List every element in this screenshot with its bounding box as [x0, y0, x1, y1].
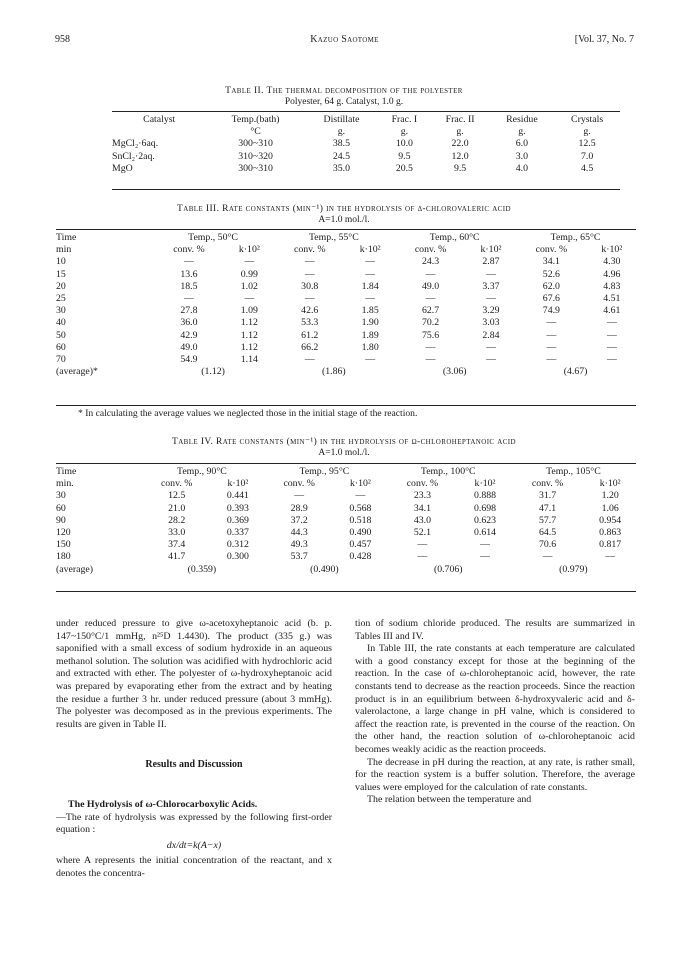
table-cell: 28.2 [168, 514, 186, 526]
table-cell: — [304, 293, 315, 305]
table-cell: 21.0 [168, 502, 186, 514]
table-cell: 3.29 [482, 305, 500, 317]
paragraph: The decrease in pH during the reaction, at any rate, is rather small, for the reaction system is a buffer solution. Therefore, the average values were employed for the calculation of rate constants. [355, 756, 635, 793]
table-cell: k·10² [238, 244, 260, 256]
table-cell: — [304, 268, 315, 280]
table-cell: 4.83 [603, 280, 621, 292]
table-cell: 0.518 [349, 514, 372, 526]
table-row [56, 503, 636, 515]
table-cell: °C [250, 126, 261, 138]
table-cell: 25 [56, 293, 66, 305]
table-cell: 74.9 [542, 305, 560, 317]
table-cell: 12.5 [168, 490, 186, 502]
table-cell: 24.5 [332, 150, 351, 162]
table-cell: 41.7 [168, 551, 186, 563]
table-cell: (1.12) [201, 366, 225, 378]
table-cell: 4.61 [603, 305, 621, 317]
table-cell: 13.6 [180, 268, 198, 280]
table-cell: 61.2 [301, 329, 319, 341]
table-cell: 20 [56, 280, 66, 292]
table-cell: — [294, 490, 305, 502]
table-cell: (0.706) [433, 563, 463, 575]
table3-footnote: * In calculating the average values we neglected those in the initial stage of the reaction. [78, 408, 418, 419]
table-cell: (average) [56, 563, 93, 575]
table-cell: k·10² [349, 478, 371, 490]
table-cell: 37.4 [168, 539, 186, 551]
table-cell: 0.312 [226, 539, 249, 551]
table-cell: 3.0 [515, 150, 529, 162]
paragraph: In Table III, the rate constants at each temperature are calculated with a good constancy except for those at the beginning of the reaction. In the case of ω-chloroheptanoic acid, however, the rate constants tend to decrease as the reaction proceeds. Since the reaction product is in an equilibrium between δ-hydroxyvaleric acid and δ-valerolactone, a large change in pH valne, which is considered to affect the reaction rate, is prevented in the course of the reaction. On the other hand, the reaction solution of ω-chloroheptanoic acid becomes weakly acidic as the reaction proceeds. [355, 643, 635, 755]
table-cell: Time [56, 466, 77, 477]
table-cell: 1.80 [361, 341, 379, 353]
table-header-row [56, 466, 636, 478]
table-cell: min [56, 244, 72, 256]
paragraph: The relation between the temperature and [367, 794, 532, 806]
paragraph: —The rate of hydrolysis was expressed by the following first-order equation : [56, 811, 332, 836]
table-cell: 310~320 [238, 150, 273, 162]
table-cell: conv. % [173, 244, 205, 256]
table-cell: (4.67) [563, 366, 588, 378]
table-cell: conv. % [406, 478, 439, 490]
table-cell: 70 [56, 354, 66, 366]
table-cell: g. [456, 126, 464, 138]
table-row [56, 490, 636, 502]
table-cell: 50 [56, 329, 66, 341]
table-cell: 9.5 [398, 150, 411, 162]
table-cell: Residue [506, 114, 538, 125]
table-cell: 150 [56, 539, 71, 551]
table-cell: 49.3 [290, 539, 308, 551]
table-cell: — [546, 317, 557, 329]
table-cell: 31.7 [539, 490, 557, 502]
table-cell: 0.490 [349, 527, 372, 539]
table-cell: — [365, 268, 376, 280]
table-cell: — [546, 329, 557, 341]
table-cell: 1.20 [601, 490, 619, 502]
table-header-row [56, 478, 636, 490]
table4-bottom-rule [56, 591, 636, 592]
table-row [56, 515, 636, 527]
table-cell: 62.7 [421, 305, 440, 317]
table-cell: 34.1 [413, 502, 432, 514]
table-cell: — [304, 354, 315, 366]
table-row [56, 330, 636, 342]
table-cell: 1.06 [601, 502, 619, 514]
table-cell: 42.9 [180, 329, 198, 341]
table-cell: 57.7 [539, 514, 557, 526]
table-cell: g. [518, 126, 526, 138]
table2-caption: Table II. The thermal decomposition of the polyester Polyester, 64 g. Catalyst, 1.0 g. [225, 86, 463, 107]
table-cell: Time [56, 232, 77, 243]
table-cell: 12.5 [578, 138, 596, 150]
table-cell: 90 [56, 514, 66, 526]
paragraph: under reduced pressure to give ω-acetoxyheptanoic acid (b. p. 147~150°C/1 mmHg, n²⁵D 1.4430). The product (335 g.) was saponified with a small excess of sodium hydroxide in an aqueous methanol solution. The solution was acidified with hydrochloric acid and extracted with ether. The polyester of ω-hydroxyheptanoic acid was prepared by evaporating ether from the extract and by heating the residue a further 3 hr. under reduced pressure (about 3 mmHg). The polyester was decomposed as in the previous experiments. The results are given in Table II. [56, 618, 332, 730]
table-cell: 64.5 [539, 527, 557, 539]
table-cell: 44.3 [290, 527, 308, 539]
table3-top-rule [56, 229, 636, 230]
table-cell: 47.1 [539, 502, 557, 514]
table-cell: 3.37 [482, 280, 500, 292]
table-cell: 0.614 [473, 527, 497, 539]
right-column [355, 618, 635, 807]
subsection-heading: The Hydrolysis of ω-Chlorocarboxylic Acids. [68, 798, 258, 810]
table-cell: Temp., 95°C [299, 466, 350, 477]
table-cell: — [606, 317, 617, 329]
table-cell: g. [583, 126, 591, 138]
page-number: 958 [55, 34, 70, 45]
table-cell: conv. % [414, 244, 447, 256]
table-row [56, 527, 636, 539]
table-cell: conv. % [294, 244, 326, 256]
table4-top-rule [56, 463, 636, 464]
table-cell: — [542, 551, 553, 563]
table-row [112, 151, 620, 163]
table-cell: 300~310 [238, 138, 273, 150]
table-cell: 1.85 [361, 305, 379, 317]
table-cell: 0.623 [473, 514, 497, 526]
table-cell: — [486, 354, 496, 366]
table3 [56, 232, 636, 378]
table-cell: 43.0 [413, 514, 432, 526]
table4-caption: Table IV. Rate constants (min⁻¹) in the hydrolysis of ω-chloroheptanoic acid A=1.0 mol./l. [172, 437, 516, 458]
table-cell: (average)* [56, 366, 98, 378]
table4 [56, 466, 636, 576]
section-heading: Results and Discussion [145, 759, 243, 771]
table-row [56, 293, 636, 305]
table-cell: Temp., 105°C [546, 466, 601, 477]
table-cell: 1.84 [361, 280, 379, 292]
table3-bottom-rule [56, 405, 636, 406]
table-cell: 0.457 [349, 539, 372, 551]
table-cell: 22.0 [451, 138, 469, 150]
table-cell: — [425, 268, 436, 280]
table-row [56, 342, 636, 354]
table-cell: — [425, 293, 436, 305]
table-cell: 10.0 [395, 138, 413, 150]
table-cell: 75.6 [421, 329, 440, 341]
table-cell: 28.9 [290, 502, 308, 514]
table-cell: Temp., 100°C [420, 466, 476, 477]
table-cell: 1.14 [240, 354, 258, 366]
table-row [112, 163, 620, 175]
table-cell: 0.888 [473, 490, 497, 502]
table-cell: 1.12 [240, 317, 258, 329]
table-cell: — [365, 354, 376, 366]
table-cell: k·10² [359, 244, 381, 256]
table-row [56, 539, 636, 551]
table-cell: 53.3 [301, 317, 319, 329]
table-cell: — [605, 551, 616, 563]
table-cell: k·10² [480, 244, 502, 256]
table-cell: 53.7 [290, 551, 308, 563]
table-cell: — [546, 341, 557, 353]
table-cell: 70.2 [421, 317, 440, 329]
table-header-row [56, 244, 636, 256]
table-row [56, 354, 636, 366]
table-cell: 2.87 [482, 256, 500, 268]
table-cell: k·10² [474, 478, 496, 490]
table-cell: Temp., 90°C [177, 466, 227, 477]
table-cell: Temp., 50°C [188, 232, 238, 243]
table-cell: — [417, 539, 428, 551]
table-cell: 34.1 [542, 256, 560, 268]
running-author: Kazuo Saotome [310, 34, 379, 45]
table-cell: — [480, 551, 490, 563]
table-cell: Temp., 65°C [550, 232, 601, 243]
paragraph: tion of sodium chloride produced. The results are summarized in Tables III and IV. [355, 618, 635, 642]
table-header-row [56, 232, 636, 244]
table-cell: 0.698 [473, 502, 497, 514]
table-cell: — [480, 539, 490, 551]
table-cell: 70.6 [539, 539, 557, 551]
table-cell: 30 [56, 490, 66, 502]
table-average-row [56, 564, 636, 576]
table-cell: — [486, 293, 496, 305]
table-cell: k·10² [601, 244, 623, 256]
table-cell: 0.393 [226, 502, 249, 514]
table-cell: 3.03 [482, 317, 500, 329]
table-row [112, 138, 620, 150]
table-cell: — [365, 293, 376, 305]
table-row [56, 317, 636, 329]
table-cell: (1.86) [322, 366, 346, 378]
table-cell: 66.2 [301, 341, 319, 353]
table-cell: 0.428 [349, 551, 372, 563]
table-cell [112, 126, 206, 138]
table-cell: conv. % [531, 478, 564, 490]
table-cell: Temp., 55°C [308, 232, 359, 243]
table-cell: conv. % [160, 478, 193, 490]
table-cell: 0.300 [226, 551, 249, 563]
table-cell: min. [56, 478, 74, 490]
table-cell: — [417, 551, 428, 563]
table-cell: 24.3 [421, 256, 440, 268]
table-cell: 0.99 [240, 268, 258, 280]
table-row [56, 256, 636, 268]
table2 [112, 114, 620, 175]
table-cell: 180 [56, 551, 71, 563]
table-cell: 52.1 [413, 527, 432, 539]
table-row [56, 269, 636, 281]
table-cell: 4.96 [603, 268, 621, 280]
table-cell: 1.12 [240, 329, 258, 341]
table-cell: 1.02 [240, 280, 258, 292]
table-cell: 49.0 [421, 280, 440, 292]
table-cell: Frac. I [391, 114, 418, 125]
paragraph: where A represents the initial concentration of the reactant, and x denotes the concentra- [56, 855, 332, 879]
table-cell: conv. % [535, 244, 568, 256]
table-cell: 1.09 [240, 305, 258, 317]
table-cell: 4.30 [603, 256, 621, 268]
table-cell: 10 [56, 256, 66, 268]
table-header-row [112, 126, 620, 138]
table-cell: k·10² [599, 478, 621, 490]
table-cell: 0.568 [349, 502, 372, 514]
table-cell: 36.0 [180, 317, 198, 329]
table-cell: 12.0 [451, 150, 469, 162]
table-cell: 49.0 [180, 341, 198, 353]
table-average-row [56, 366, 636, 378]
table-cell: Crystals [571, 114, 604, 125]
table-cell: 6.0 [515, 138, 529, 150]
table-row [56, 305, 636, 317]
table-cell: 18.5 [180, 280, 198, 292]
table-cell: 52.6 [542, 268, 560, 280]
table2-bottom-rule [112, 189, 620, 190]
table-cell: 9.5 [453, 162, 467, 174]
table-cell: 0.369 [226, 514, 249, 526]
table-cell: — [355, 490, 366, 502]
table-cell: k·10² [227, 478, 249, 490]
table-cell: Temp.(bath) [231, 114, 280, 125]
table-cell: 1.89 [361, 329, 379, 341]
table-cell: 0.817 [599, 539, 622, 551]
journal-volume: [Vol. 37, No. 7 [574, 34, 634, 45]
table-cell: 30.8 [301, 280, 319, 292]
table-cell: 40 [56, 317, 66, 329]
table-cell: 67.6 [542, 293, 560, 305]
table-cell: 4.0 [515, 162, 529, 174]
table-row [56, 281, 636, 293]
table-cell: 38.5 [332, 138, 351, 150]
table-cell: Catalyst [143, 114, 176, 125]
table-cell: 4.51 [603, 293, 621, 305]
table-cell: — [425, 341, 436, 353]
table-cell: 0.863 [599, 527, 622, 539]
table-cell: — [486, 268, 496, 280]
table-cell: — [606, 341, 617, 353]
table-cell: 7.0 [580, 150, 594, 162]
table-cell: Distillate [323, 114, 360, 125]
table-cell: 30 [56, 305, 66, 317]
table-cell: 15 [56, 268, 66, 280]
table-header-row [112, 114, 620, 126]
table-cell: 0.441 [226, 490, 249, 502]
left-column [56, 618, 332, 881]
table-cell: 4.5 [580, 162, 594, 174]
table-cell: MgO [112, 162, 133, 174]
table-cell: (3.06) [442, 366, 467, 378]
table-cell: 0.337 [226, 527, 249, 539]
table-cell: 0.954 [599, 514, 622, 526]
table-cell: SnCl₂·2aq. [112, 150, 155, 162]
table-cell: — [184, 293, 194, 305]
table-cell: — [244, 293, 255, 305]
table-cell: 60 [56, 341, 66, 353]
table-cell: — [425, 354, 436, 366]
table-cell: g. [400, 126, 409, 138]
table-cell: 300~310 [238, 162, 273, 174]
table-cell: — [365, 256, 376, 268]
table2-top-rule [112, 111, 620, 112]
table-cell: g. [337, 126, 346, 138]
table-cell: Frac. II [445, 114, 475, 125]
table-cell: 54.9 [180, 354, 198, 366]
table-cell: (0.359) [187, 563, 217, 575]
table-cell: 60 [56, 502, 66, 514]
table-cell: 2.84 [482, 329, 500, 341]
table3-caption: Table III. Rate constants (min⁻¹) in the hydrolysis of δ-chlorovaleric acid A=1.0 mol./l. [177, 204, 511, 225]
table-cell: conv. % [283, 478, 315, 490]
table-cell: — [486, 341, 496, 353]
table-cell: — [606, 329, 617, 341]
table-cell: — [184, 256, 194, 268]
table-cell: — [244, 256, 255, 268]
table-cell: 20.5 [395, 162, 413, 174]
table-row [56, 551, 636, 563]
table-cell: Temp., 60°C [429, 232, 480, 243]
table-cell: 33.0 [168, 527, 186, 539]
rate-equation: dx/dt=k(A−x) [166, 839, 222, 851]
table-cell: 37.2 [290, 514, 308, 526]
table-cell: (0.979) [559, 563, 588, 575]
table-cell: — [606, 354, 617, 366]
table-cell: 23.3 [413, 490, 432, 502]
table-cell: 35.0 [332, 162, 351, 174]
table-cell: 62.0 [542, 280, 560, 292]
table-cell: — [546, 354, 557, 366]
table-cell: 120 [56, 527, 71, 539]
table-cell: 1.12 [240, 341, 258, 353]
table-cell: 1.90 [361, 317, 379, 329]
table-cell: 42.6 [301, 305, 319, 317]
table-cell: — [304, 256, 315, 268]
table-cell: MgCl₂·6aq. [112, 138, 159, 150]
table-cell: 27.8 [180, 305, 198, 317]
table-cell: (0.490) [310, 563, 339, 575]
